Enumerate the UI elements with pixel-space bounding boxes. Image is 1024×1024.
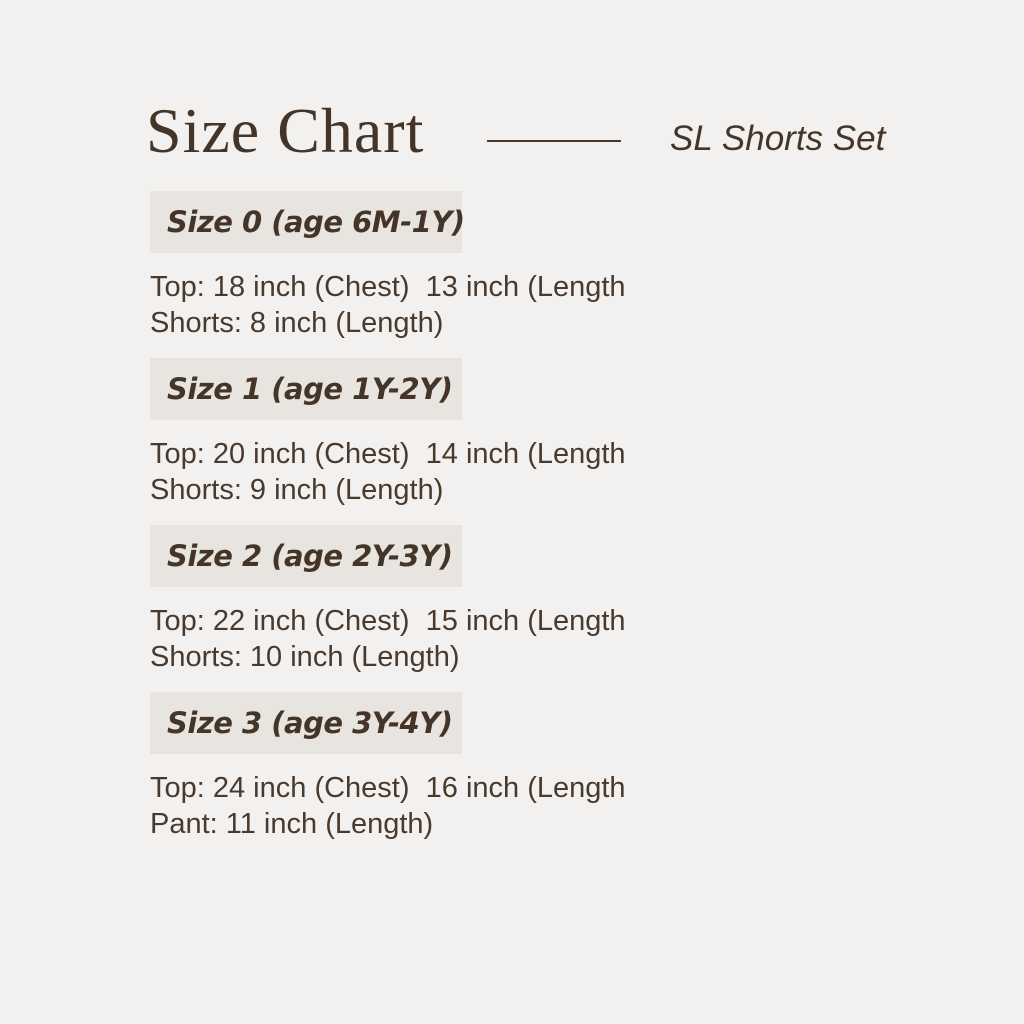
bottom-measurements: Pant: 11 inch (Length) [150,808,434,840]
size-badge: Size 1 (age 1Y-2Y) [150,358,462,420]
page-title: Size Chart [146,95,425,166]
measurements [150,603,750,675]
top-measurements: Top: 20 inch (Chest) 14 inch (Length [150,438,626,470]
measurements [150,770,750,842]
measurements [150,436,750,508]
size-badge: Size 2 (age 2Y-3Y) [150,525,462,587]
bottom-measurements: Shorts: 9 inch (Length) [150,474,444,506]
measurements [150,269,750,341]
top-measurements: Top: 24 inch (Chest) 16 inch (Length [150,772,626,804]
size-badge: Size 3 (age 3Y-4Y) [150,692,462,754]
bottom-measurements: Shorts: 10 inch (Length) [150,641,460,673]
size-section-1 [150,358,750,508]
size-badge: Size 0 (age 6M-1Y) [150,191,462,253]
title-divider [487,140,621,142]
top-measurements: Top: 22 inch (Chest) 15 inch (Length [150,605,626,637]
size-section-0 [150,191,750,341]
bottom-measurements: Shorts: 8 inch (Length) [150,307,444,339]
top-measurements: Top: 18 inch (Chest) 13 inch (Length [150,271,626,303]
product-name: SL Shorts Set [670,119,886,158]
size-section-2 [150,525,750,675]
size-sections [150,191,750,859]
size-section-3 [150,692,750,842]
